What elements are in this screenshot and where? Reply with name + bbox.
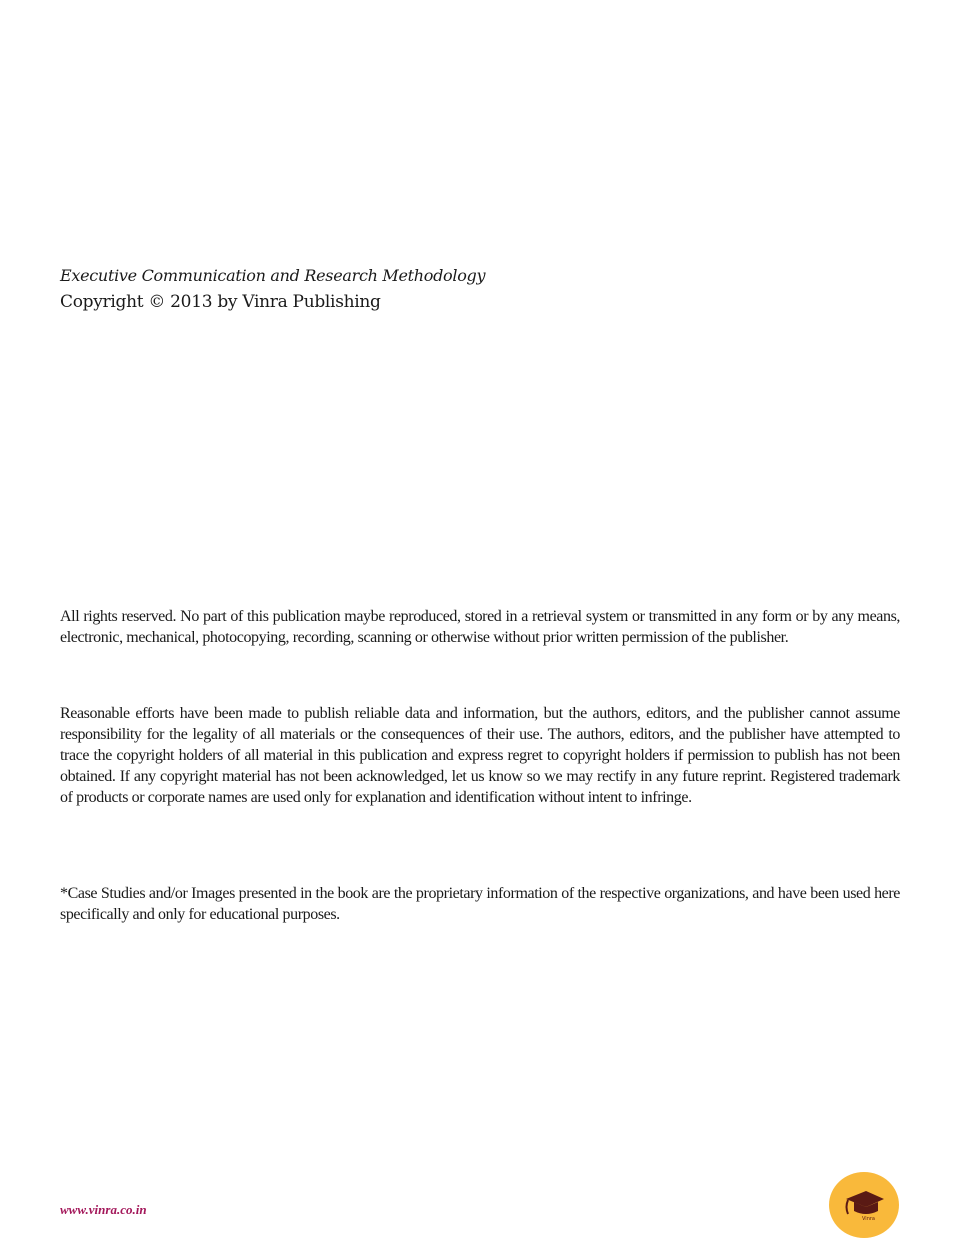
disclaimer-paragraph: Reasonable efforts have been made to publish reliable data and information, but the authors, editors, and the publisher cannot assume responsibility for the legality of all materials or the consequences of their use. The authors, editors, and the publisher have attempted to trace the copyright holders of all material in this publication and express regret to copyright holders if permission to publish has not been obtained. If any copyright material has not been acknowledged, let us know so we may rectify in any future reprint. Registered trademark of products or corporate names are used only for explanation and identification without intent to infringe. <box>60 705 900 806</box>
rights-paragraph: All rights reserved. No part of this publication maybe reproduced, stored in a retrieval system or transmitted in any form or by any means, electronic, mechanical, photocopying, recording, scanning or otherwise without prior written permission of the publisher. <box>60 608 900 646</box>
copyright-line: Copyright © 2013 by Vinra Publishing <box>60 292 381 312</box>
graduation-cap-icon <box>842 1187 886 1223</box>
book-title: Executive Communication and Research Methodology <box>60 266 486 285</box>
publisher-logo <box>829 1172 899 1238</box>
svg-text:Vinra: Vinra <box>862 1216 875 1222</box>
footer-url: www.vinra.co.in <box>60 1202 147 1217</box>
case-studies-paragraph: *Case Studies and/or Images presented in the book are the proprietary information of the respective organizations, and have been used here specifically and only for educational purposes. <box>60 885 900 923</box>
